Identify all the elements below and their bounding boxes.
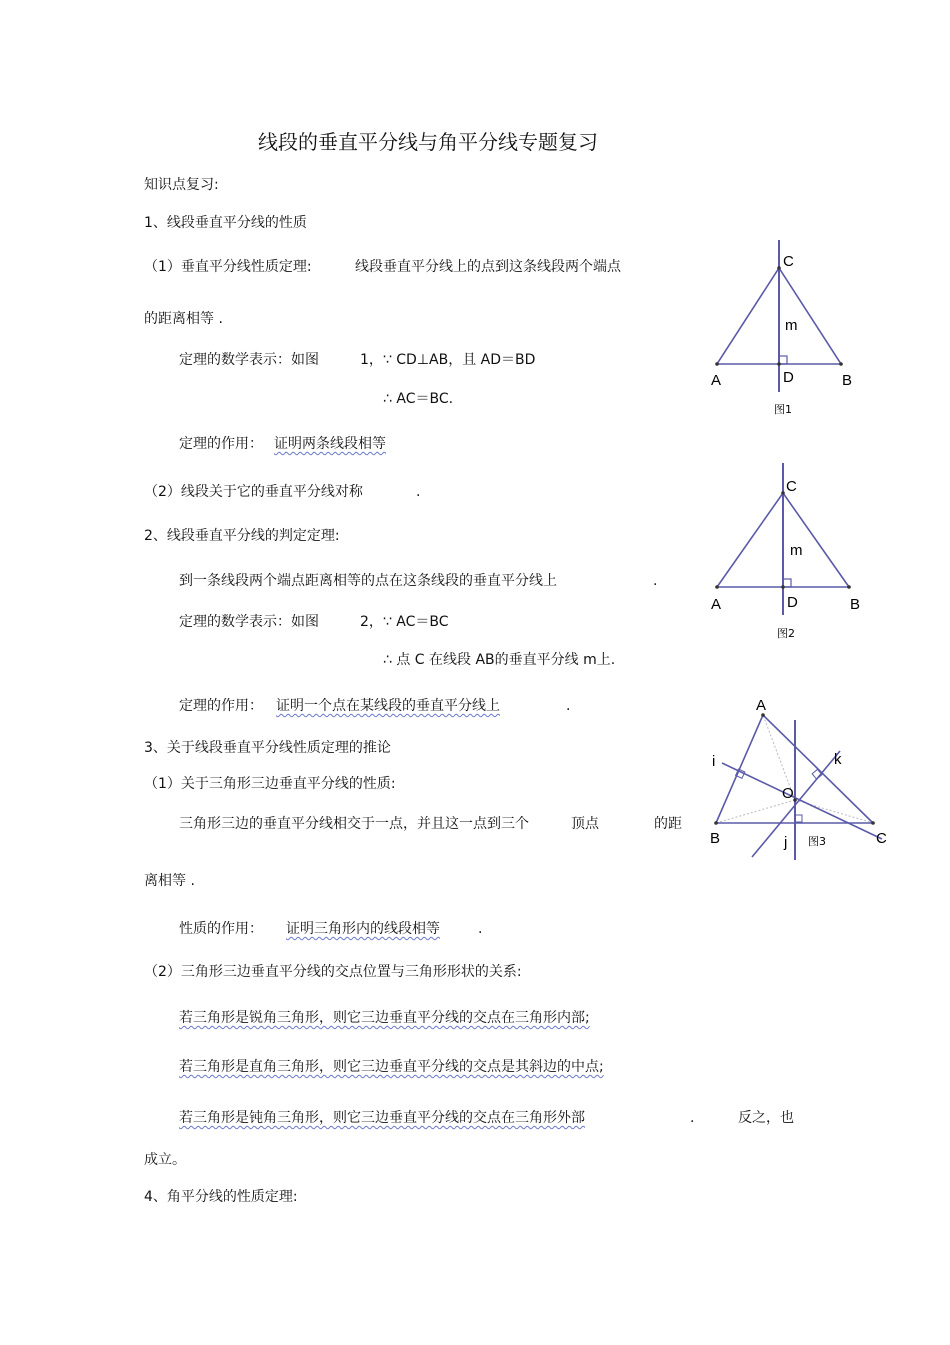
label-a: A [711,596,722,613]
point-d [777,362,781,366]
theorem-label: （1）垂直平分线性质定理: [144,259,312,275]
point-c [777,266,781,270]
corollary-1-text: 三角形三边的垂直平分线相交于一点，并且这一点到三个 [179,816,529,832]
converse-text-cont: 成立。 [144,1152,186,1168]
converse-text: 反之，也 [738,1110,794,1126]
label-c: C [876,830,887,847]
corollary-1-label: （1）关于三角形三边垂直平分线的性质: [144,776,396,792]
label-m: m [785,317,798,334]
point-b [847,585,851,589]
section-2-heading: 2、线段垂直平分线的判定定理: [144,528,340,544]
label-i: i [712,753,716,770]
label-k: k [834,751,842,768]
judgment-statement: 到一条线段两个端点距离相等的点在这条线段的垂直平分线上 [179,573,557,589]
label-m: m [790,542,803,559]
right-angle-mark-j [795,815,802,822]
figure-2 [700,458,875,648]
use-end-3: . [478,921,483,937]
label-c: C [783,253,794,270]
theorem-text-cont: 的距离相等 . [144,311,223,327]
right-case: 若三角形是直角三角形，则它三边垂直平分线的交点是其斜边的中点; [179,1059,604,1075]
point-a [715,362,719,366]
obtuse-case: 若三角形是钝角三角形，则它三边垂直平分线的交点在三角形外部 [179,1110,585,1126]
use-value: 证明两条线段相等 [274,436,386,452]
math-given-2: 2，∵ AC＝BC [360,614,449,630]
section-1-heading: 1、线段垂直平分线的性质 [144,215,307,231]
section-4-heading: 4、角平分线的性质定理: [144,1189,298,1205]
label-d: D [783,369,794,386]
corollary-1-text-cont: 的距 [654,816,682,832]
math-conclusion-2: ∴ 点 C 在线段 AB的垂直平分线 m上. [383,652,616,668]
label-b: B [850,596,861,613]
use-value-2: 证明一个点在某线段的垂直平分线上 [276,698,500,714]
symmetry-end: . [416,484,421,500]
use-label: 定理的作用： [179,436,263,452]
figure-2-caption: 图2 [777,627,795,640]
intro-label: 知识点复习: [144,177,219,193]
judgment-end: . [653,573,658,589]
corollary-1-vertex: 顶点 [571,816,599,832]
label-d: D [787,594,798,611]
point-a [715,585,719,589]
corollary-2-label: （2）三角形三边垂直平分线的交点位置与三角形形状的关系: [144,964,522,980]
page-title: 线段的垂直平分线与角平分线专题复习 [258,130,598,154]
figure-1 [700,235,870,425]
bisector-i [722,763,882,839]
figure-1-caption: 图1 [774,403,792,416]
use-label-2: 定理的作用： [179,698,263,714]
symmetry-text: （2）线段关于它的垂直平分线对称 [144,484,363,500]
math-given: 1，∵ CD⊥AB，且 AD＝BD [360,352,536,368]
label-b: B [842,372,853,389]
theorem-text: 线段垂直平分线上的点到这条线段两个端点 [355,259,621,275]
label-o: O [782,785,794,802]
label-a: A [756,697,767,714]
use-end-2: . [566,698,571,714]
corollary-1-text-end: 离相等 . [144,873,195,889]
acute-case: 若三角形是锐角三角形，则它三边垂直平分线的交点在三角形内部; [179,1010,590,1026]
point-d [781,585,785,589]
point-c [781,491,785,495]
label-a: A [711,372,722,389]
use-label-3: 性质的作用： [179,921,263,937]
label-c: C [786,478,797,495]
point-b [714,821,718,825]
point-b [839,362,843,366]
use-value-3: 证明三角形内的线段相等 [286,921,440,937]
section-3-heading: 3、关于线段垂直平分线性质定理的推论 [144,740,391,756]
point-o [793,798,797,802]
label-j: j [784,834,788,851]
figure-3 [700,695,895,865]
figure-3-caption: 图3 [808,835,826,848]
math-label-2: 定理的数学表示：如图 [179,614,319,630]
obtuse-end: . [690,1110,695,1126]
math-label: 定理的数学表示：如图 [179,352,319,368]
math-conclusion: ∴ AC＝BC. [383,391,454,407]
label-b: B [710,830,721,847]
point-c [871,821,875,825]
